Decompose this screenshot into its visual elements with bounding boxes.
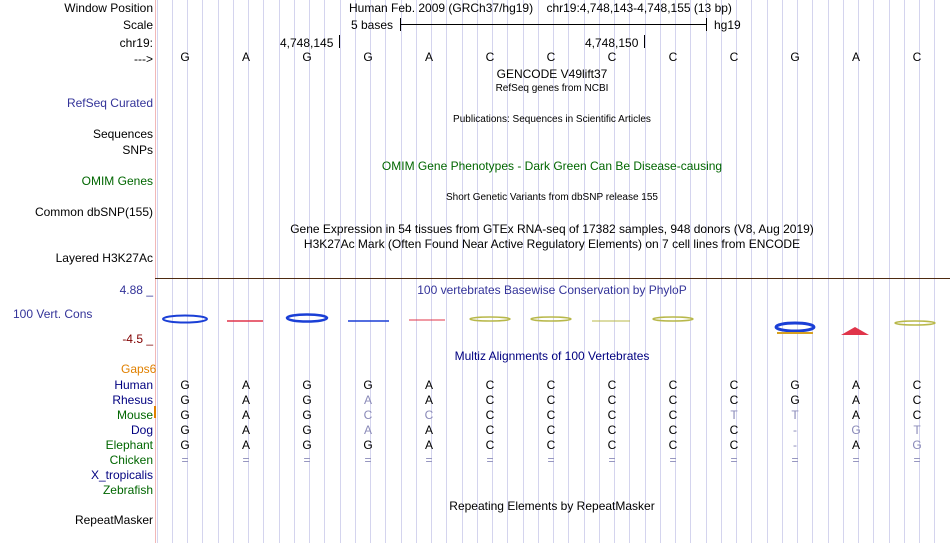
sequences-track-label[interactable]: Sequences	[92, 127, 153, 141]
alignment-base: =	[730, 453, 738, 467]
conservation-logo	[155, 305, 950, 340]
h3k27ac-title: H3K27Ac Mark (Often Found Near Active Regulatory Elements) on 7 cell lines from ENCODE	[303, 237, 801, 251]
species-label-dog[interactable]: Dog	[130, 423, 153, 437]
cons-title: 100 vertebrates Basewise Conservation by PhyloP	[417, 283, 687, 297]
alignment-base: C	[546, 393, 556, 407]
species-label-rhesus[interactable]: Rhesus	[112, 393, 153, 407]
alignment-base: C	[485, 423, 495, 437]
logo-g-1	[163, 316, 207, 323]
alignment-base: G	[790, 378, 800, 392]
cons-track-label[interactable]: 100 Vert. Cons	[13, 307, 93, 321]
logo-c-9	[653, 317, 693, 321]
alignment-base: A	[363, 423, 373, 437]
grid-line	[218, 0, 219, 543]
position-tick-label-2: 4,748,150	[585, 36, 639, 50]
alignment-base: C	[607, 438, 617, 452]
alignment-base: =	[303, 453, 311, 467]
alignment-base: G	[180, 423, 190, 437]
repeatmasker-title: Repeating Elements by RepeatMasker	[449, 499, 655, 513]
grid-line	[263, 0, 264, 543]
alignment-base: G	[180, 438, 190, 452]
grid-line	[721, 0, 722, 543]
gencode-title: GENCODE V49lift37	[496, 67, 608, 81]
h3k27ac-track-label[interactable]: Layered H3K27Ac	[55, 251, 153, 265]
grid-line	[279, 0, 280, 543]
dna-base: G	[180, 50, 190, 64]
grid-line	[477, 0, 478, 543]
position-tick-label-1: 4,748,145	[280, 36, 334, 50]
alignment-base: A	[851, 408, 861, 422]
gaps-label: Gaps6	[121, 362, 157, 376]
alignment-base: A	[424, 393, 434, 407]
cons-min-label: -4.5 _	[122, 332, 153, 346]
species-label-elephant[interactable]: Elephant	[105, 438, 153, 452]
alignment-base: =	[547, 453, 555, 467]
alignment-base: T	[730, 408, 738, 422]
dna-base: C	[729, 50, 739, 64]
alignment-base: =	[608, 453, 616, 467]
alignment-base: -	[793, 438, 797, 452]
logo-c-7	[531, 317, 571, 321]
alignment-base: =	[913, 453, 921, 467]
alignment-base: G	[180, 378, 190, 392]
grid-line	[446, 0, 447, 543]
grid-line	[629, 0, 630, 543]
dna-base: C	[668, 50, 678, 64]
alignment-base: =	[791, 453, 799, 467]
logo-c-6	[470, 317, 510, 321]
alignment-base: A	[241, 423, 251, 437]
species-label-x_tropicalis[interactable]: X_tropicalis	[90, 468, 153, 482]
alignment-base: C	[729, 393, 739, 407]
species-label-mouse[interactable]: Mouse	[116, 408, 153, 422]
snps-track-label[interactable]: SNPs	[122, 143, 153, 157]
grid-line	[873, 0, 874, 543]
dna-base: C	[485, 50, 495, 64]
alignment-base: =	[364, 453, 372, 467]
dna-base: G	[790, 50, 800, 64]
position-tick-2	[644, 35, 645, 48]
alignment-base: G	[302, 393, 312, 407]
alignment-base: A	[241, 393, 251, 407]
species-label-chicken[interactable]: Chicken	[109, 453, 153, 467]
guideline	[155, 0, 156, 543]
grid-line	[934, 0, 935, 543]
grid-line	[416, 0, 417, 543]
alignment-base: T	[913, 423, 921, 437]
grid-line	[172, 0, 173, 543]
grid-line	[782, 0, 783, 543]
logo-a-12	[841, 327, 869, 335]
dbsnp-track-label[interactable]: Common dbSNP(155)	[34, 205, 153, 219]
alignment-base: C	[607, 393, 617, 407]
grid-line	[385, 0, 386, 543]
cons-max-label: 4.88 _	[119, 283, 153, 297]
alignment-base: G	[302, 423, 312, 437]
grid-line	[462, 0, 463, 543]
window-position-value: Human Feb. 2009 (GRCh37/hg19) chr19:4,748,143-4,748,155 (13 bp)	[349, 1, 732, 15]
logo-g-11	[776, 323, 814, 333]
grid-line	[889, 0, 890, 543]
grid-line	[294, 0, 295, 543]
logo-g-3	[287, 315, 327, 322]
alignment-base: G	[302, 378, 312, 392]
scale-db: hg19	[714, 18, 741, 32]
dna-base: A	[851, 50, 861, 64]
alignment-base: A	[241, 438, 251, 452]
alignment-base: -	[793, 423, 797, 437]
mouse-marker	[154, 406, 156, 418]
alignment-base: A	[241, 378, 251, 392]
dna-base: G	[363, 50, 373, 64]
dna-base: A	[241, 50, 251, 64]
alignment-base: A	[363, 393, 373, 407]
alignment-base: C	[607, 378, 617, 392]
grid-line	[202, 0, 203, 543]
scale-label[interactable]: Scale	[122, 18, 153, 32]
scale-text: 5 bases	[351, 18, 394, 32]
omim-title: OMIM Gene Phenotypes - Dark Green Can Be Disease-causing	[381, 159, 723, 173]
alignment-base: C	[729, 438, 739, 452]
alignment-base: C	[668, 378, 678, 392]
alignment-base: C	[912, 393, 922, 407]
alignment-base: C	[546, 378, 556, 392]
scale-bar-left-tick	[400, 18, 401, 31]
alignment-base: G	[302, 438, 312, 452]
publications-title: Publications: Sequences in Scientific Articles	[453, 114, 651, 125]
dna-base: C	[607, 50, 617, 64]
alignment-base: A	[424, 438, 434, 452]
alignment-base: A	[851, 438, 861, 452]
position-tick-1	[339, 35, 340, 48]
grid-line	[812, 0, 813, 543]
alignment-base: G	[180, 393, 190, 407]
alignment-base: =	[669, 453, 677, 467]
alignment-base: A	[424, 378, 434, 392]
alignment-base: A	[851, 378, 861, 392]
window-position-label[interactable]: Window Position	[64, 1, 153, 15]
alignment-base: C	[607, 423, 617, 437]
grid-line	[904, 0, 905, 543]
grid-line	[324, 0, 325, 543]
grid-line	[340, 0, 341, 543]
refseq-subtitle: RefSeq genes from NCBI	[495, 83, 609, 94]
alignment-base: C	[546, 438, 556, 452]
grid-line	[843, 0, 844, 543]
alignment-base: C	[546, 408, 556, 422]
alignment-base: G	[912, 438, 922, 452]
alignment-base: C	[424, 408, 434, 422]
omim-track-label[interactable]: OMIM Genes	[81, 174, 153, 188]
alignment-base: =	[425, 453, 433, 467]
species-label-zebrafish[interactable]: Zebrafish	[102, 483, 153, 497]
alignment-base: C	[668, 408, 678, 422]
alignment-base: C	[485, 438, 495, 452]
alignment-base: C	[485, 393, 495, 407]
grid-line	[828, 0, 829, 543]
grid-line	[645, 0, 646, 543]
grid-line	[355, 0, 356, 543]
alignment-base: C	[912, 378, 922, 392]
chrom-label[interactable]: chr19:	[119, 36, 153, 50]
alignment-base: C	[607, 408, 617, 422]
grid-line	[751, 0, 752, 543]
dbsnp-title: Short Genetic Variants from dbSNP release 155	[446, 192, 658, 203]
multiz-title: Multiz Alignments of 100 Vertebrates	[454, 349, 650, 363]
alignment-base: =	[852, 453, 860, 467]
strand-label[interactable]: --->	[134, 52, 153, 66]
grid-line	[660, 0, 661, 543]
alignment-base: G	[851, 423, 861, 437]
grid-line	[157, 0, 158, 543]
alignment-base: G	[180, 408, 190, 422]
alignment-base: A	[851, 393, 861, 407]
grid-line	[706, 0, 707, 543]
alignment-base: =	[242, 453, 250, 467]
alignment-base: C	[485, 378, 495, 392]
dna-base: C	[546, 50, 556, 64]
alignment-base: G	[363, 438, 373, 452]
scale-bar	[401, 24, 706, 25]
alignment-base: C	[485, 408, 495, 422]
track-separator	[155, 278, 950, 279]
scale-bar-right-tick	[706, 18, 707, 31]
repeatmasker-track-label[interactable]: RepeatMasker	[74, 513, 153, 527]
alignment-base: A	[424, 423, 434, 437]
alignment-base: C	[729, 378, 739, 392]
alignment-base: G	[302, 408, 312, 422]
alignment-base: C	[668, 438, 678, 452]
grid-line	[401, 0, 402, 543]
alignment-base: C	[668, 393, 678, 407]
alignment-base: C	[668, 423, 678, 437]
dna-base: A	[424, 50, 434, 64]
grid-line	[233, 0, 234, 543]
alignment-base: =	[181, 453, 189, 467]
grid-line	[690, 0, 691, 543]
gtex-title: Gene Expression in 54 tissues from GTEx RNA-seq of 17382 samples, 948 donors (V8, Aug 2019)	[290, 222, 814, 236]
refseq-track-label[interactable]: RefSeq Curated	[66, 96, 153, 110]
alignment-base: C	[363, 408, 373, 422]
alignment-base: C	[546, 423, 556, 437]
alignment-base: T	[791, 408, 799, 422]
species-label-human[interactable]: Human	[114, 378, 153, 392]
alignment-base: A	[241, 408, 251, 422]
alignment-base: G	[363, 378, 373, 392]
dna-base: G	[302, 50, 312, 64]
grid-line	[767, 0, 768, 543]
dna-base: C	[912, 50, 922, 64]
alignment-base: G	[790, 393, 800, 407]
logo-c-13	[895, 321, 935, 325]
alignment-base: C	[729, 423, 739, 437]
alignment-base: =	[486, 453, 494, 467]
alignment-base: C	[912, 408, 922, 422]
